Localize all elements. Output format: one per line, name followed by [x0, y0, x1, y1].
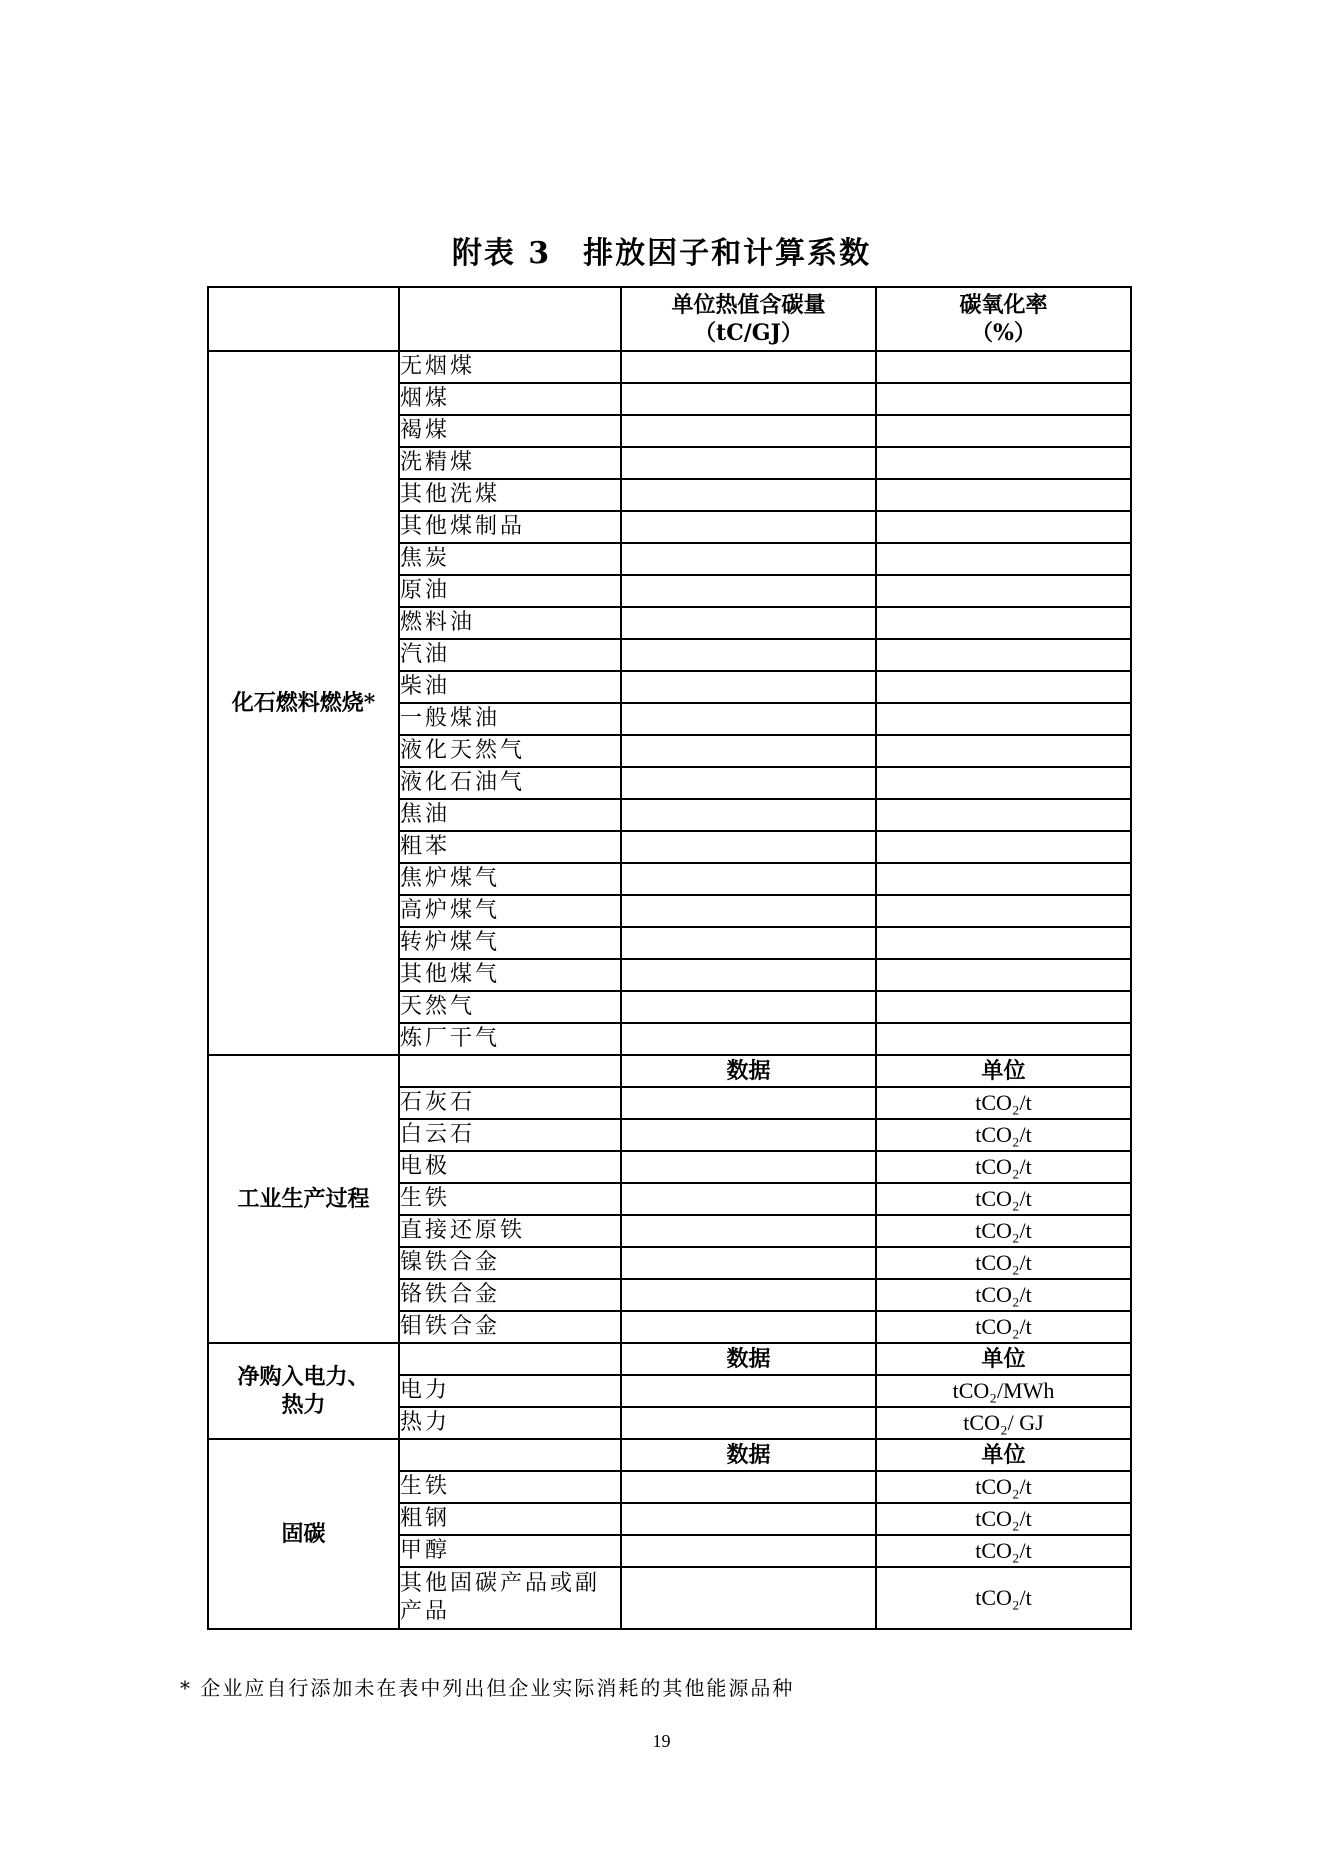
item-name: 液化天然气 [399, 735, 621, 767]
section-header-row [208, 1343, 1131, 1375]
carbon-content-cell [621, 767, 876, 799]
header-oxidation-rate-label: 碳氧化率 [959, 292, 1048, 318]
item-name: 高炉煤气 [399, 895, 621, 927]
carbon-content-cell [621, 895, 876, 927]
item-name: 甲醇 [399, 1535, 621, 1567]
data-cell [621, 1503, 876, 1535]
carbon-content-cell [621, 863, 876, 895]
oxidation-rate-cell [876, 511, 1131, 543]
item-name: 石灰石 [399, 1087, 621, 1119]
data-header: 数据 [621, 1343, 876, 1375]
item-name: 转炉煤气 [399, 927, 621, 959]
data-cell [621, 1375, 876, 1407]
item-name: 其他固碳产品或副产品 [399, 1567, 621, 1629]
section-header-row [208, 1055, 1131, 1087]
carbon-content-cell [621, 607, 876, 639]
data-cell [621, 1471, 876, 1503]
carbon-content-cell [621, 351, 876, 383]
carbon-content-cell [621, 575, 876, 607]
category-power [208, 1343, 399, 1439]
unit-cell: tCO₂/t [876, 1087, 1131, 1119]
item-name: 原油 [399, 575, 621, 607]
item-name: 焦炉煤气 [399, 863, 621, 895]
carbon-content-cell [621, 991, 876, 1023]
item-name: 热力 [399, 1407, 621, 1439]
item-name: 粗钢 [399, 1503, 621, 1535]
oxidation-rate-cell [876, 831, 1131, 863]
item-name: 直接还原铁 [399, 1215, 621, 1247]
data-cell [621, 1151, 876, 1183]
oxidation-rate-cell [876, 895, 1131, 927]
footnote: * 企业应自行添加未在表中列出但企业实际消耗的其他能源品种 [180, 1676, 795, 1700]
carbon-content-cell [621, 383, 876, 415]
data-header: 数据 [621, 1439, 876, 1471]
carbon-content-cell [621, 511, 876, 543]
data-cell [621, 1311, 876, 1343]
item-name: 白云石 [399, 1119, 621, 1151]
oxidation-rate-cell [876, 383, 1131, 415]
item-name: 烟煤 [399, 383, 621, 415]
unit-cell: tCO₂/t [876, 1247, 1131, 1279]
unit-cell: tCO₂/t [876, 1183, 1131, 1215]
data-header: 数据 [621, 1055, 876, 1087]
oxidation-rate-cell [876, 863, 1131, 895]
data-cell [621, 1183, 876, 1215]
item-name: 洗精煤 [399, 447, 621, 479]
oxidation-rate-cell [876, 767, 1131, 799]
carbon-content-cell [621, 1023, 876, 1055]
item-name: 无烟煤 [399, 351, 621, 383]
carbon-content-cell [621, 703, 876, 735]
oxidation-rate-cell [876, 1023, 1131, 1055]
category-fossil-fuel: 化石燃料燃烧* [208, 351, 399, 1055]
unit-header: 单位 [876, 1439, 1131, 1471]
unit-header: 单位 [876, 1055, 1131, 1087]
unit-cell: tCO₂/t [876, 1279, 1131, 1311]
oxidation-rate-cell [876, 991, 1131, 1023]
header-carbon-content-unit: （tC/GJ） [694, 320, 803, 346]
item-name: 一般煤油 [399, 703, 621, 735]
table-title: 附表 3 排放因子和计算系数 [451, 236, 872, 271]
item-name: 其他煤制品 [399, 511, 621, 543]
carbon-content-cell [621, 639, 876, 671]
carbon-content-cell [621, 479, 876, 511]
item-name: 炼厂干气 [399, 1023, 621, 1055]
header-oxidation-rate-unit: （%） [971, 320, 1036, 346]
category-label: 工业生产过程 [237, 1186, 370, 1212]
oxidation-rate-cell [876, 703, 1131, 735]
header-blank-1 [208, 287, 399, 351]
carbon-content-cell [621, 543, 876, 575]
category-industrial [208, 1055, 399, 1343]
oxidation-rate-cell [876, 927, 1131, 959]
item-name: 钼铁合金 [399, 1311, 621, 1343]
item-name: 焦油 [399, 799, 621, 831]
category-label: 热力 [281, 1392, 326, 1418]
blank-cell [399, 1439, 621, 1471]
data-cell [621, 1567, 876, 1629]
emission-factor-table [207, 286, 1132, 1630]
item-name: 天然气 [399, 991, 621, 1023]
carbon-content-cell [621, 671, 876, 703]
oxidation-rate-cell [876, 799, 1131, 831]
unit-cell: tCO₂/t [876, 1311, 1131, 1343]
data-cell [621, 1279, 876, 1311]
unit-cell: tCO₂/t [876, 1471, 1131, 1503]
unit-header: 单位 [876, 1343, 1131, 1375]
oxidation-rate-cell [876, 959, 1131, 991]
unit-cell: tCO₂/MWh [876, 1375, 1131, 1407]
carbon-content-cell [621, 447, 876, 479]
item-name: 褐煤 [399, 415, 621, 447]
table-row [208, 351, 1131, 383]
oxidation-rate-cell [876, 543, 1131, 575]
unit-cell: tCO₂/t [876, 1567, 1131, 1629]
carbon-content-cell [621, 927, 876, 959]
blank-cell [399, 1055, 621, 1087]
item-name: 燃料油 [399, 607, 621, 639]
item-name: 电力 [399, 1375, 621, 1407]
oxidation-rate-cell [876, 479, 1131, 511]
carbon-content-cell [621, 959, 876, 991]
oxidation-rate-cell [876, 415, 1131, 447]
item-name: 液化石油气 [399, 767, 621, 799]
header-carbon-content-label: 单位热值含碳量 [671, 292, 826, 318]
item-name: 生铁 [399, 1183, 621, 1215]
data-cell [621, 1119, 876, 1151]
item-name: 铬铁合金 [399, 1279, 621, 1311]
data-cell [621, 1247, 876, 1279]
unit-cell: tCO₂/t [876, 1215, 1131, 1247]
section-header-row [208, 1439, 1131, 1471]
oxidation-rate-cell [876, 607, 1131, 639]
carbon-content-cell [621, 799, 876, 831]
data-cell [621, 1535, 876, 1567]
item-name: 粗苯 [399, 831, 621, 863]
data-cell [621, 1087, 876, 1119]
item-name: 柴油 [399, 671, 621, 703]
unit-cell: tCO₂/ GJ [876, 1407, 1131, 1439]
unit-cell: tCO₂/t [876, 1119, 1131, 1151]
header-oxidation-rate [876, 287, 1131, 351]
unit-cell: tCO₂/t [876, 1535, 1131, 1567]
oxidation-rate-cell [876, 575, 1131, 607]
oxidation-rate-cell [876, 447, 1131, 479]
header-carbon-content [621, 287, 876, 351]
blank-cell [399, 1343, 621, 1375]
header-blank-2 [399, 287, 621, 351]
page-number: 19 [652, 1731, 671, 1751]
carbon-content-cell [621, 415, 876, 447]
category-carbon [208, 1439, 399, 1629]
header-row [208, 287, 1131, 351]
carbon-content-cell [621, 831, 876, 863]
item-name: 其他煤气 [399, 959, 621, 991]
oxidation-rate-cell [876, 735, 1131, 767]
carbon-content-cell [621, 735, 876, 767]
category-label: 固碳 [281, 1521, 326, 1547]
item-name: 镍铁合金 [399, 1247, 621, 1279]
unit-cell: tCO₂/t [876, 1151, 1131, 1183]
oxidation-rate-cell [876, 351, 1131, 383]
oxidation-rate-cell [876, 639, 1131, 671]
item-name: 汽油 [399, 639, 621, 671]
item-name: 其他洗煤 [399, 479, 621, 511]
oxidation-rate-cell [876, 671, 1131, 703]
item-name: 生铁 [399, 1471, 621, 1503]
category-label: 净购入电力、 [237, 1364, 370, 1390]
unit-cell: tCO₂/t [876, 1503, 1131, 1535]
data-cell [621, 1215, 876, 1247]
data-cell [621, 1407, 876, 1439]
item-name: 电极 [399, 1151, 621, 1183]
item-name: 焦炭 [399, 543, 621, 575]
